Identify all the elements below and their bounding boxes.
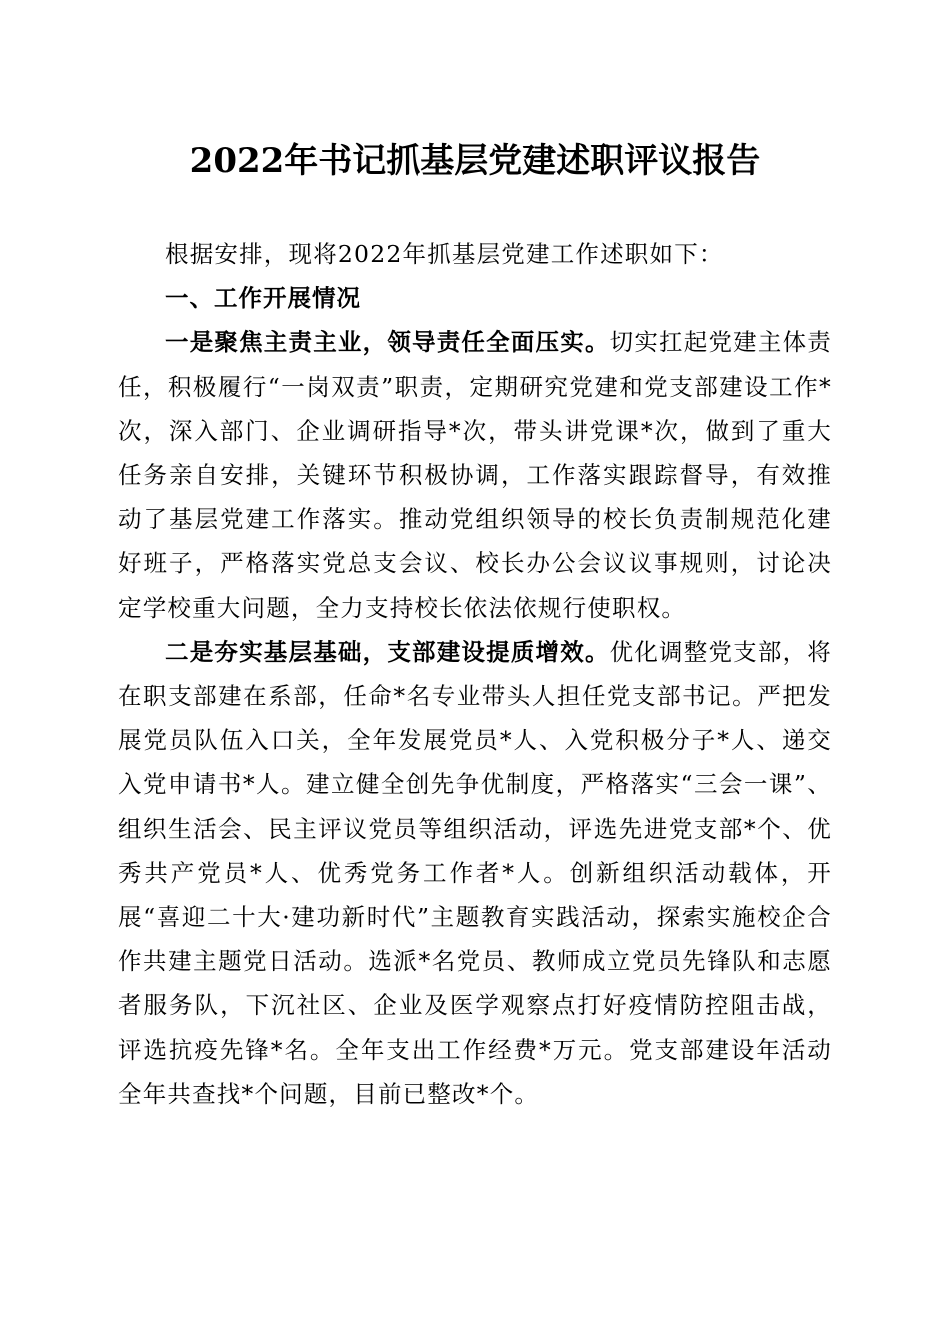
paragraph-1 xyxy=(118,320,832,629)
paragraph-2-lead: 二是夯实基层基础，支部建设提质增效。 xyxy=(165,637,610,666)
intro-paragraph: 根据安排，现将2022年抓基层党建工作述职如下： xyxy=(165,240,724,268)
document-body xyxy=(118,232,832,1116)
section-heading: 一、工作开展情况 xyxy=(165,284,361,313)
paragraph-1-lead: 一是聚焦主责主业，领导责任全面压实。 xyxy=(165,328,610,357)
document-title: 2022年书记抓基层党建述职评议报告 xyxy=(189,141,761,181)
paragraph-2-text: 优化调整党支部，将在职支部建在系部，任命*名专业带头人担任党支部书记。严把发展党员队伍入口关，全年发展党员*人、入党积极分子*人、递交入党申请书*人。建立健全创先争优制度，严格落实“三会一课”、组织生活会、民主评议党员等组织活动，评选先进党支部*个、优秀共产党员*人、优秀党务工作者*人。创新组织活动载体，开展“喜迎二十大·建功新时代”主题教育实践活动，探索实施校企合作共建主题党日活动。选派*名党员、教师成立党员先锋队和志愿者服务队，下沉社区、企业及医学观察点打好疫情防控阻击战，评选抗疫先锋*名。全年支出工作经费*万元。党支部建设年活动全年共查找*个问题，目前已整改*个。 xyxy=(118,637,832,1108)
paragraph-1-text: 切实扛起党建主体责任，积极履行“一岗双责”职责，定期研究党建和党支部建设工作*次，深入部门、企业调研指导*次，带头讲党课*次，做到了重大任务亲自安排，关键环节积极协调，工作落实跟踪督导，有效推动了基层党建工作落实。推动党组织领导的校长负责制规范化建好班子，严格落实党总支会议、校长办公会议议事规则，讨论决定学校重大问题，全力支持校长依法依规行使职权。 xyxy=(118,328,832,622)
paragraph-2 xyxy=(118,630,832,1116)
document-page xyxy=(118,0,832,1344)
